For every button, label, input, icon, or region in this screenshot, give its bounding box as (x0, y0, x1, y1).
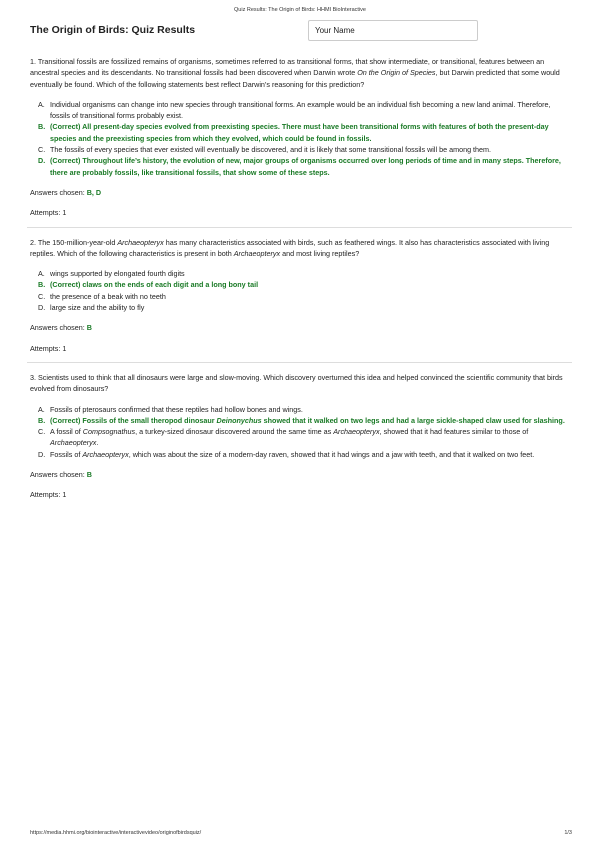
question-2 (30, 237, 572, 354)
answers-chosen-value: B (86, 323, 92, 333)
option-letter: D. (38, 156, 46, 166)
answer-option: C. A fossil of Compsognathus, a turkey-sized dinosaur discovered around the same time as Archaeopteryx, showed that it had features similar to those of Archaeopteryx. (38, 427, 529, 448)
option-letter: A. (38, 404, 45, 414)
answer-options (30, 268, 572, 313)
page-number: 1/3 (564, 830, 572, 836)
answer-options (30, 99, 572, 178)
option-letter: B. (38, 280, 46, 290)
attempts-value: 1 (62, 490, 67, 500)
answers-chosen: Answers chosen: B (30, 323, 92, 333)
answer-option: D. Fossils of Archaeopteryx, which was about the size of a modern-day raven, showed that it had wings and a jaw with teeth, and that it walked on two feet. (38, 449, 535, 459)
answer-options (30, 404, 572, 460)
question-3 (30, 372, 572, 501)
question-1 (30, 56, 572, 219)
quiz-results (30, 56, 572, 501)
option-letter: D. (38, 449, 46, 459)
attempts-value: 1 (62, 343, 67, 353)
option-letter: A. (38, 99, 45, 109)
option-letter: C. (38, 145, 46, 155)
answer-option: A. Individual organisms can change into new species through transitional forms. An example would be an individual fish becoming a new land animal. Therefore, fossils of transitional forms probably exist. (38, 99, 551, 121)
footer-url: https://media.hhmi.org/biointeractive/interactivevideo/originofbirdsquiz/ (30, 830, 202, 836)
answer-option: A. Fossils of pterosaurs confirmed that these reptiles had hollow bones and wings. (38, 404, 303, 414)
attempts: Attempts: 1 (30, 208, 67, 218)
question-divider (27, 362, 572, 363)
option-letter: B. (38, 122, 46, 132)
print-footer (30, 830, 572, 836)
answers-chosen: Answers chosen: B (30, 470, 92, 480)
question-stem: 2. The 150-million-year-old Archaeopteryx has many characteristics associated with birds, such as feathered wings. It also has characteristics associated with living reptiles. Which of the following characteristics is present in both Archaeopteryx and most living reptiles? (30, 237, 550, 258)
question-stem: 3. Scientists used to think that all dinosaurs were large and slow-moving. Which discovery overturned this idea and helped convinced the scientific community that birds evolved from dinosaurs? (30, 372, 563, 394)
answers-chosen-value: B, D (86, 187, 102, 197)
question-divider (27, 227, 572, 228)
answer-option: B. (Correct) claws on the ends of each digit and a long bony tail (38, 280, 259, 290)
answer-option: D. large size and the ability to fly (38, 303, 145, 313)
answer-option: C. The fossils of every species that ever existed will eventually be discovered, and it is likely that some transitional fossils will be among them. (38, 145, 492, 155)
answer-option: C. the presence of a beak with no teeth (38, 291, 166, 301)
page-title: The Origin of Birds: Quiz Results (30, 24, 196, 36)
answer-option: B. (Correct) Fossils of the small theropod dinosaur Deinonychus showed that it walked on two legs and had a large sickle-shaped claw used for slashing. (38, 415, 565, 425)
attempts: Attempts: 1 (30, 490, 67, 500)
option-letter: A. (38, 269, 45, 279)
option-letter: D. (38, 303, 46, 313)
question-stem: 1. Transitional fossils are fossilized remains of organisms, sometimes referred to as transitional forms, that show intermediate, or transitional, features between an ancestral species and its descendants. No transitional fossils had been discovered when Darwin wrote On the Origin of Species, but Darwin predicted that some would eventually be found. Which of the following statements best reflect Darwin’s reasoning for this prediction? (30, 57, 560, 89)
attempts-value: 1 (62, 208, 67, 218)
option-letter: C. (38, 291, 46, 301)
option-letter: B. (38, 415, 46, 425)
answers-chosen-value: B (86, 470, 92, 480)
name-input[interactable] (308, 20, 478, 41)
print-header: Quiz Results: The Origin of Birds: HHMI BioInteractive (234, 7, 366, 13)
attempts: Attempts: 1 (30, 343, 67, 353)
option-letter: C. (38, 427, 46, 437)
answers-chosen: Answers chosen: B, D (30, 187, 102, 197)
answer-option: B. (Correct) All present-day species evolved from preexisting species. There must have been transitional forms with features of both the present-day species and the preexisting species from which they evolved, which could be found in fossils. (38, 122, 549, 143)
answer-option: D. (Correct) Throughout life’s history, the evolution of new, major groups of organisms occurred over long periods of time and in many steps. Therefore, there are probably fossils, like transitional fossils, that show some of these steps. (38, 156, 561, 177)
answer-option: A. wings supported by elongated fourth digits (38, 269, 185, 279)
